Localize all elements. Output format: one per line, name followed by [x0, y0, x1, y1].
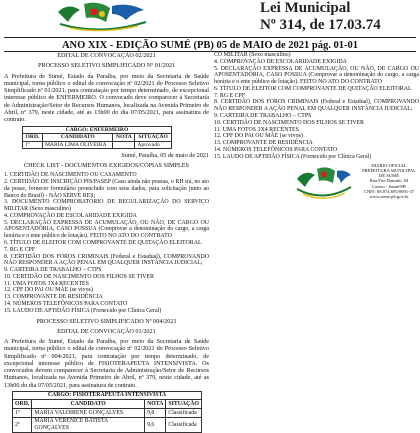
table-row: 1º MARIA LIMA OLIVEIRA Aprovado [23, 141, 172, 148]
municipal-logo [50, 0, 155, 34]
table-header: ORD. [23, 134, 43, 141]
law-number: Nº 314, de 17.03.74 [260, 17, 381, 33]
list-item: 6. TÍTULO DE ELEITOR COM COMPROVANTE DE QUITAÇÃO ELEITORAL [214, 85, 412, 92]
pss-title: PROCESSO SELETIVO SIMPLIFICADO Nº 01/2021 [37, 62, 176, 70]
candidate-table-fisioterapeuta [12, 391, 202, 433]
intro-paragraph: A Prefeitura de Sumé, Estado da Paraíba, por meio da Secretaria de Saúde municipal, torna público o edital de convocação nº 02/2021 do Processo Seletivo Simplificado nº 01/2021, para contratação por tempo determinado, de excepcional interesse público de ENFERMEIRO. O convocado deve comparecer à Secretaria de Administração/Setor de Recursos Humanos, localizada na Avenida Primeiro de Abril, nº 379, neste cidade, até as 13h00 do dia 07/05/2021, para assinatura de contrato. [4, 72, 209, 123]
list-item: 15. LAUDO DE APTIDÃO FÍSICA (Fornecido por Clínica Geral) [214, 153, 372, 160]
law-reference: Lei Municipal [260, 0, 351, 16]
right-column [214, 52, 419, 209]
intro-paragraph-2: A Prefeitura de Sumé, Estado da Paraíba, por meio da Secretaria de Saúde municipal, torna público o edital de convocação nº 02/2021 do Processo Seletivo Simplificado nº 004/2021, para contratação por tempo determinado, de excepcional interesse público de FISIOTERAPEUTA INTENSIVISTA. Os convocados devem comparecer à Secretaria de Administração/Setor de Recursos Humanos, localizada na Avenida Primeiro de Abril, nº 379, neste cidade, até as 13h00 do dia 07/05/2021, para assinatura de contrato. [4, 338, 209, 389]
table-header: SITUAÇÃO [166, 400, 202, 409]
left-column [4, 52, 209, 433]
date-line: Sumé, Paraíba, 05 de maio de 2021 [121, 151, 209, 159]
list-item: 5. DECLARAÇÃO EXPRESSA DE ACUMULAÇÃO, OU NÃO, DE CARGO OU APOSENTADORIA, CASO POSSUA (Comprovar a denominação do cargo, a carga horária e o ente público de lotação). FEITO NO ATO DO CONTRATO [214, 65, 419, 86]
checklist [4, 172, 209, 314]
list-item: 3. DOCUMENTO COMPROBATÓRIO DE REGULARIZAÇÃO DO SERVIÇO MILITAR (Sexo masculino) [4, 199, 209, 213]
list-item: 15. LAUDO DE APTIDÃO FÍSICA (Fornecido por Clínica Geral) [4, 307, 162, 314]
list-item: 11. UMA FOTOS 3X4 RECENTES [214, 126, 299, 133]
list-item: 7. RG E CPF [214, 92, 246, 99]
list-item: 12. CPF DO PAI OU MÃE (se vivos) [4, 287, 93, 294]
table-header: NOTA [145, 400, 166, 409]
list-item: 9. CARTEIRA DE TRABALHO – CTPS [4, 267, 102, 274]
list-item: 12. CPF DO PAI OU MÃE (se vivos) [214, 133, 303, 140]
list-item: 5. DECLARAÇÃO EXPRESSA DE ACUMULAÇÃO, OU NÃO, DE CARGO OU APOSENTADORIA, CASO POSSUA (Comprovar a denominação do cargo, a carga horária e o ente público de lotação). FEITO NO ATO DO CONTRATO [4, 219, 209, 240]
edition-line: ANO XIX - EDIÇÃO SUMÉ (PB) 05 de MAIO de 2021 pág. 01-01 [61, 40, 359, 51]
official-seal-logo [291, 163, 355, 207]
header-rule-top [4, 37, 416, 38]
table-row: 2º MARIA VERENICE BATISTA GONÇALVES 9,6 Classificada [13, 417, 202, 432]
list-item: 13. COMPROVANTE DE RESIDÊNCIA [4, 294, 103, 301]
list-item: 9. CARTEIRA DE TRABALHO – CTPS [214, 113, 312, 120]
table-header: CANDIDATO [42, 134, 112, 141]
list-item: 8. CERTIDÃO DOS FOROS CRIMINAIS (Federal e Estadual), COMPROVANDO NÃO RESPONDER A AÇÃO PENAL EM QUALQUER INSTÂNCIA JUDICIAL; [214, 99, 419, 113]
list-item: 11. UMA FOTOS 3X4 RECENTES [4, 280, 89, 287]
list-item: 1. CERTIDÃO DE NASCIMENTO OU CASAMENTO [4, 172, 137, 179]
list-item: 10. CERTIDÃO DE NASCIMENTO DOS FILHOS SE TIVER [4, 273, 154, 280]
table-title: CARGO: FISIOTERAPEUTA INTENSIVISTA [13, 391, 202, 400]
table-row: 1º MARIA VALDIRENE GONÇALVES 9,8 Classificada [13, 409, 202, 418]
official-stamp-text: DIÁRIO OFICIAL PREFEITURA MUNICIPAL DE SUMÉ Rua Frei Damião, 04 Centro - Sumé/PB CNPJ: 08.874.695/0001-37 www.sume.pb.gov.br [362, 162, 416, 200]
list-item: 10. CERTIDÃO DE NASCIMENTO DOS FILHOS SE TIVER [214, 119, 364, 126]
list-item: CO MILITAR (Sexo masculino) [214, 52, 291, 58]
checklist-continued [214, 52, 419, 161]
checklist-title: CHECK LIST - DOCUMENTOS EXIGIDOS/CÓPIAS SIMPLES [24, 161, 189, 169]
table-header: ORD. [13, 400, 32, 409]
candidate-table-enfermeiro [22, 126, 172, 148]
edital-title: EDITAL DE CONVOCAÇÃO 02/2021 [57, 52, 156, 59]
table-header: SITUAÇÃO [135, 134, 172, 141]
list-item: 14. NÚMEROS TELEFÔNICOS PARA CONTATO [4, 301, 128, 308]
edital-title-2: EDITAL DE CONVOCAÇÃO 01/2021 [57, 327, 156, 335]
list-item: 4. COMPROVAÇÃO DE ESCOLARIDADE EXIGIDA [214, 58, 347, 65]
list-item: 6. TÍTULO DE ELEITOR COM COMPROVANTE DE QUITAÇÃO ELEITORAL [4, 239, 202, 246]
list-item: 4. COMPROVAÇÃO DE ESCOLARIDADE EXIGIDA [4, 212, 137, 219]
list-item: 7. RG E CPF [4, 246, 36, 253]
table-header: NOTA [113, 134, 135, 141]
list-item: 8. CERTIDÃO DOS FOROS CRIMINAIS (Federal e Estadual), COMPROVANDO NÃO RESPONDER A AÇÃO PENAL EM QUALQUER INSTÂNCIA JUDICIAL; [4, 253, 209, 267]
table-header: CANDIDATO [32, 400, 145, 409]
list-item: 13. COMPROVANTE DE RESIDÊNCIA [214, 140, 313, 147]
list-item: 2. CERTIDÃO DE INSCRIÇÃO PIS/PASEP (Caso ainda não possua, o RH irá, no ato da posse, fornecer formulário preenchido com seus dados, para solicitação junto ao Banco do Brasil) - NÃO SERVE RES; [4, 178, 209, 199]
pss-title-2: PROCESSO SELETIVO SIMPLIFICADO Nº 004/2021 [36, 317, 177, 325]
table-title: CARGO: ENFERMEIRO [23, 127, 172, 134]
masthead [0, 0, 420, 36]
list-item: 14. NÚMEROS TELEFÔNICOS PARA CONTATO [214, 146, 338, 153]
